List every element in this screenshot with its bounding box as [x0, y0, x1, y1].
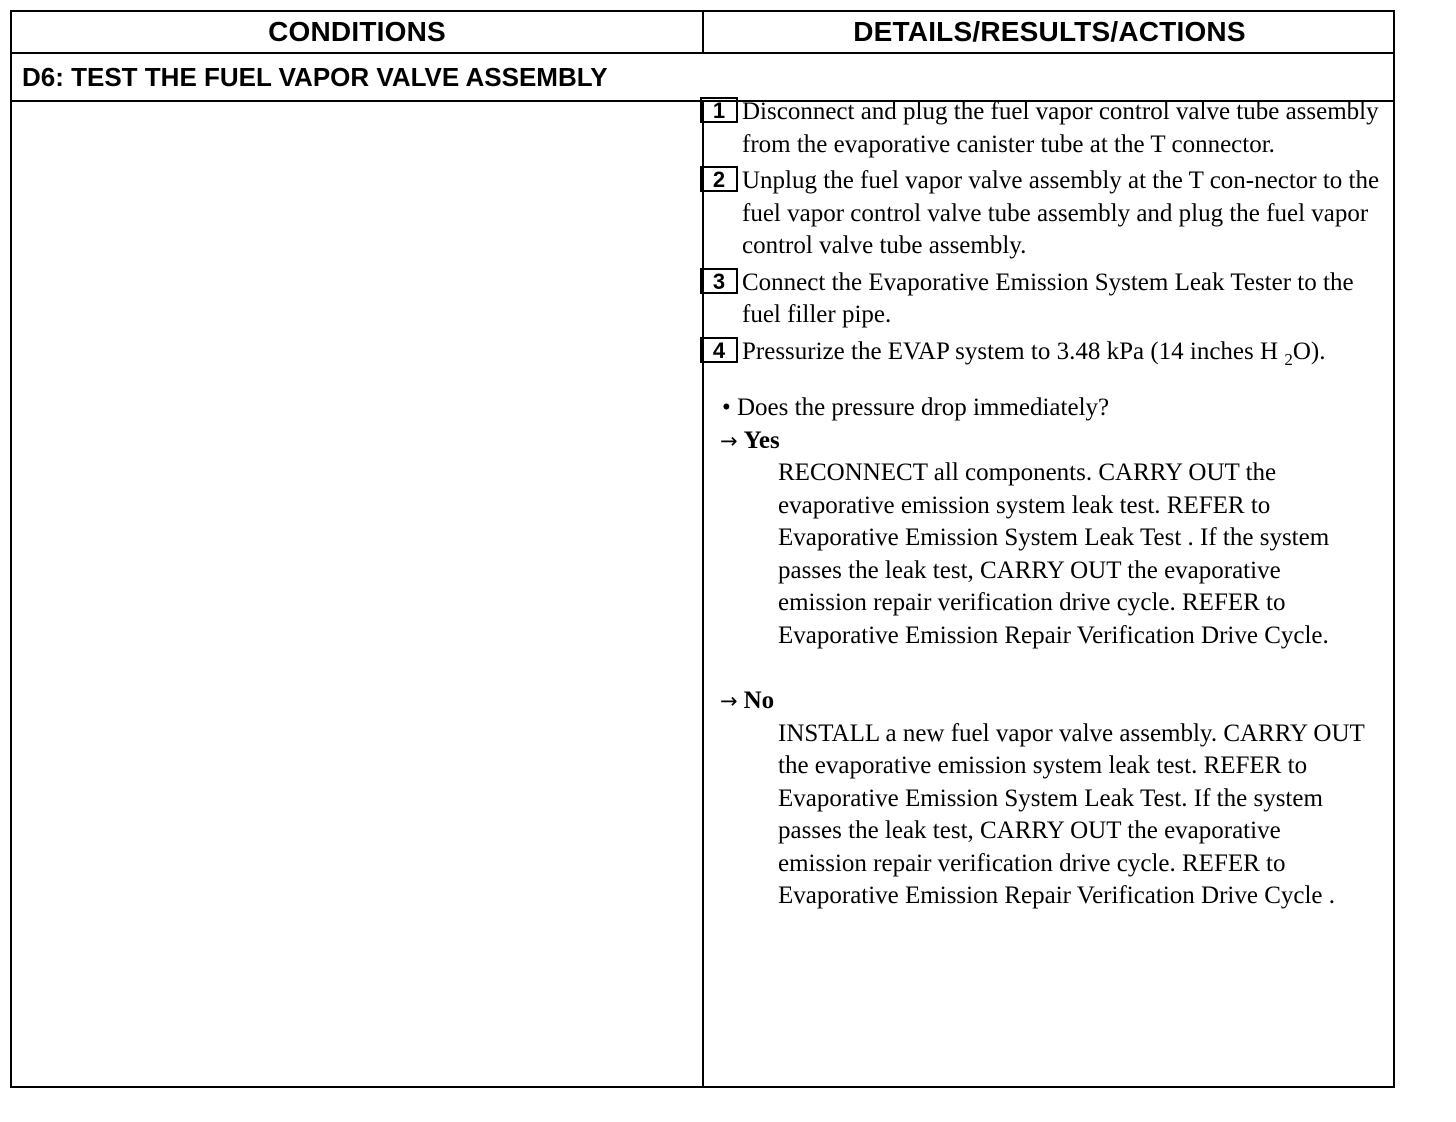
- conditions-column-header: CONDITIONS: [268, 16, 446, 47]
- test-question: • Does the pressure drop immediately?: [722, 394, 1110, 421]
- step-text: Unplug the fuel vapor valve assembly at the T con-nector to the fuel vapor control valve tube assembly and plug the fuel vapor control valve tube assembly.: [742, 167, 1380, 259]
- arrow-right-icon: →: [720, 689, 738, 713]
- step-text: Connect the Evaporative Emission System Leak Tester to the fuel filler pipe.: [742, 268, 1354, 328]
- yes-result-action: RECONNECT all components. CARRY OUT the evaporative emission system leak test. REFER to Evaporative Emission System Leak Test . If the system passes the leak test, CARRY OUT the evaporative emission repair verification drive cycle. REFER to Evaporative Emission Repair Verification Drive Cycle.: [778, 459, 1330, 649]
- arrow-right-icon: →: [720, 428, 738, 453]
- step-number-badge: 4: [700, 337, 738, 363]
- details-column-header: DETAILS/RESULTS/ACTIONS: [853, 16, 1246, 47]
- step-item: [700, 336, 1380, 369]
- test-step-title: D6: TEST THE FUEL VAPOR VALVE ASSEMBLY: [12, 54, 1393, 102]
- step-number-badge: 1: [700, 97, 738, 123]
- details-cell: [700, 96, 1380, 913]
- yes-result-label: → Yes: [720, 426, 780, 454]
- step-number-badge: 2: [700, 166, 738, 192]
- table-header-row: [12, 12, 1393, 54]
- step-item: [700, 267, 1380, 332]
- no-result-action: INSTALL a new fuel vapor valve assembly. CARRY OUT the evaporative emission system leak test. REFER to Evaporative Emission System Leak Test. If the system passes the leak test, CARRY OUT the evaporative emission repair verification drive cycle. REFER to Evaporative Emission Repair Verification Drive Cycle .: [778, 719, 1365, 909]
- step-number-badge: 3: [700, 268, 738, 294]
- no-result-label: → No: [720, 687, 775, 714]
- step-item: [700, 165, 1380, 263]
- step-text: Pressurize the EVAP system to 3.48 kPa (14 inches H $_2$O).: [742, 337, 1326, 369]
- step-text: Disconnect and plug the fuel vapor control valve tube assembly from the evaporative canister tube at the T connector.: [742, 98, 1379, 158]
- step-item: [700, 96, 1380, 161]
